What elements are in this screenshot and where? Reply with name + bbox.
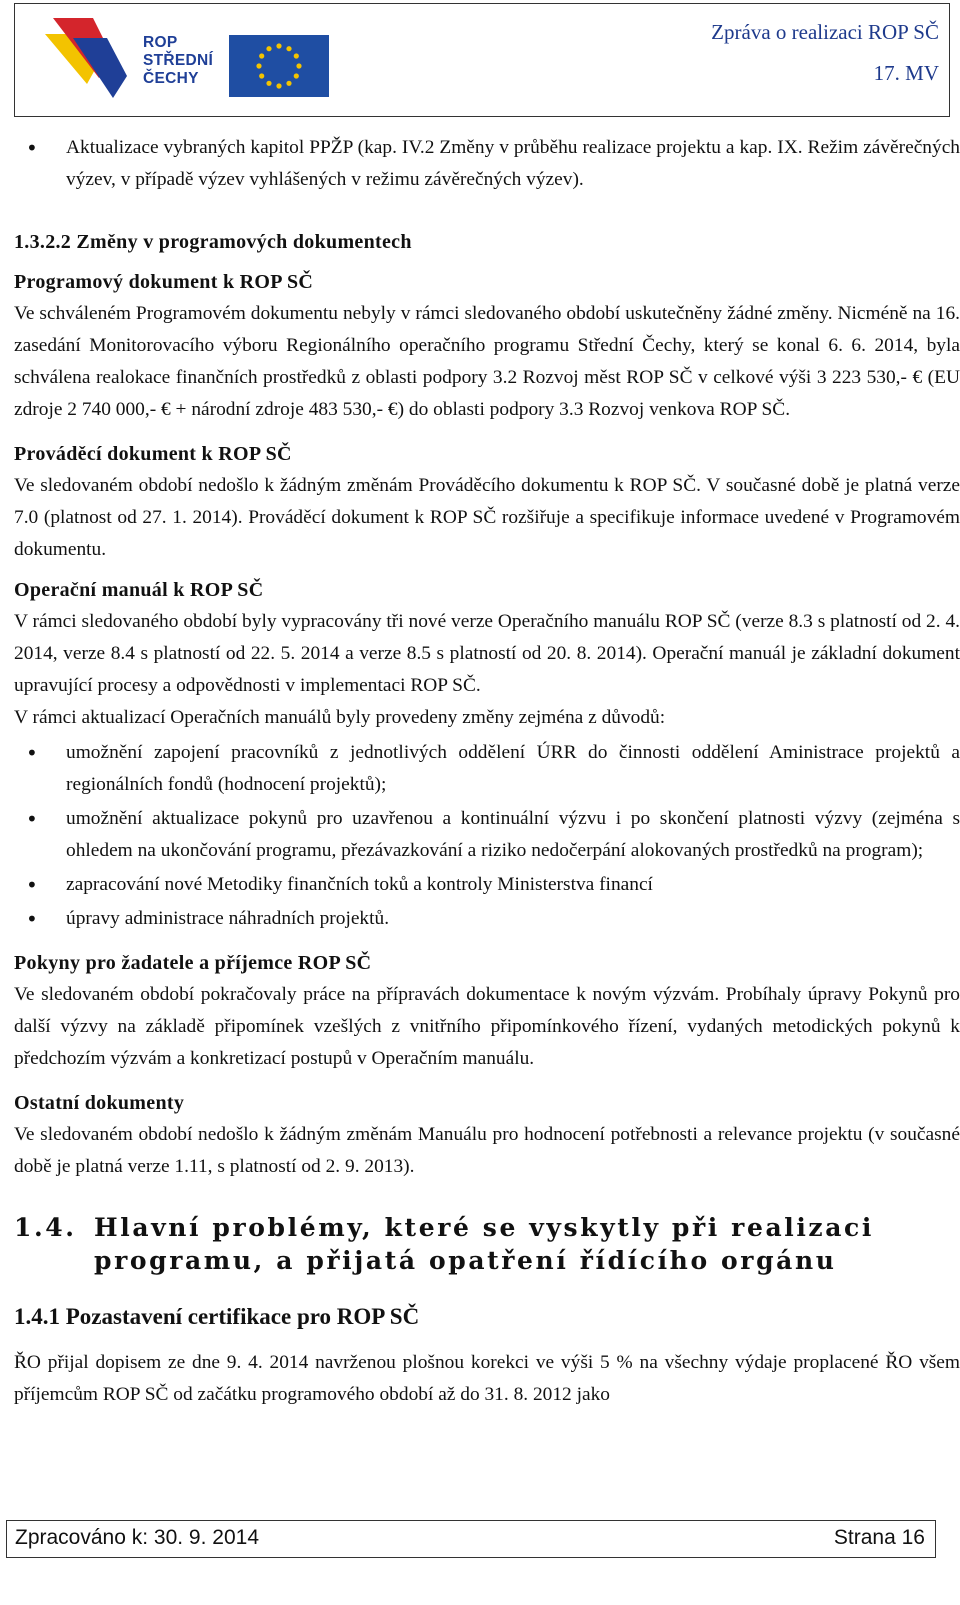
page-number: Strana 16 xyxy=(833,1526,925,1549)
paragraph-op-manual-lead: V rámci aktualizací Operačních manuálů byly provedeny změny zejména z důvodů: xyxy=(14,707,666,728)
page-header xyxy=(14,3,950,117)
paragraph-141: ŘO přijal dopisem ze dne 9. 4. 2014 navrženou plošnou korekci ve výši 5 % na všechny výdaje proplacené ŘO všem příjemcům ROP SČ od začátku programového období až do 31. 8. 2012 jako xyxy=(14,1352,960,1405)
logo-chevron-icon xyxy=(43,14,133,102)
section-title: Hlavní problémy, které se vyskytly při realizaci programu, a přijatá opatření řídícího orgánu xyxy=(94,1213,874,1275)
section-heading-1322: 1.3.2.2 Změny v programových dokumentech xyxy=(14,231,412,253)
list-item: • zapracování nové Metodiky finančních toků a kontroly Ministerstva financí xyxy=(14,869,960,901)
subheading-impl-doc: Prováděcí dokument k ROP SČ xyxy=(14,443,292,465)
list-item: • úpravy administrace náhradních projektů. xyxy=(14,903,960,935)
logo-text: ROP STŘEDNÍ ČECHY xyxy=(143,34,214,87)
list-item: • umožnění zapojení pracovníků z jednotlivých oddělení ÚRR do činnosti oddělení Aministrace projektů a regionálních fondů (hodnocení projektů); xyxy=(14,737,960,801)
subheading-other-docs: Ostatní dokumenty xyxy=(14,1092,185,1114)
header-title: Zpráva o realizaci ROP SČ xyxy=(711,20,939,44)
page-footer xyxy=(6,1520,936,1558)
subheading-prog-doc: Programový dokument k ROP SČ xyxy=(14,271,314,293)
paragraph-op-manual: V rámci sledovaného období byly vypracovány tři nové verze Operačního manuálu ROP SČ (verze 8.3 s platností od 2. 4. 2014, verze 8.4 s platností od 22. 5. 2014 a verze 8.5 s platností od 20. 8. 2014). Operační manuál je základní dokument upravující procesy a odpovědnosti v implementaci ROP SČ. xyxy=(14,611,960,696)
document-body xyxy=(14,132,960,1411)
paragraph-impl-doc: Ve sledovaném období nedošlo k žádným změnám Prováděcího dokumentu k ROP SČ. V současné době je platná verze 7.0 (platnost od 27. 1. 2014). Prováděcí dokument k ROP SČ rozšiřuje a specifikuje informace uvedené v Programovém dokumentu. xyxy=(14,475,960,560)
subheading-guidelines: Pokyny pro žadatele a příjemce ROP SČ xyxy=(14,952,372,974)
paragraph-guidelines: Ve sledovaném období pokračovaly práce na přípravách dokumentace k novým výzvám. Probíhaly úpravy Pokynů pro další výzvy na základě připomínek vzešlých z vnitřního připomínkového řízení, vydaných metodických pokynů k předchozím výzvám a konkretizací postupů v Operačním manuálu. xyxy=(14,984,960,1069)
processed-date: Zpracováno k: 30. 9. 2014 xyxy=(15,1526,259,1549)
intro-bullet-list xyxy=(14,132,960,196)
list-item: • Aktualizace vybraných kapitol PPŽP (kap. IV.2 Změny v průběhu realizace projektu a kap. IX. Režim závěrečných výzev, v případě výzev vyhlášených v režimu závěrečných výzev). xyxy=(14,132,960,196)
paragraph-prog-doc: Ve schváleném Programovém dokumentu nebyly v rámci sledovaného období uskutečněny žádné změny. Nicméně na 16. zasedání Monitorovacího výboru Regionálního operačního programu Střední Čechy, který se konal 6. 6. 2014, byla schválena realokace finančních prostředků z oblasti podpory 3.2 Rozvoj měst ROP SČ v celkové výši 3 223 530,- € (EU zdroje 2 740 000,- € + národní zdroje 483 530,- €) do oblasti podpory 3.3 Rozvoj venkova ROP SČ. xyxy=(14,303,960,420)
section-heading-14 xyxy=(14,1211,960,1277)
list-item: • umožnění aktualizace pokynů pro uzavřenou a kontinuální výzvu i po skončení platnosti výzvy (zejména s ohledem na ukončování programu, přezávazkování a riziko nedočerpání alokovaných prostředků na program); xyxy=(14,803,960,867)
subheading-op-manual: Operační manuál k ROP SČ xyxy=(14,579,264,601)
eu-flag-icon xyxy=(229,35,329,97)
paragraph-other-docs: Ve sledovaném období nedošlo k žádným změnám Manuálu pro hodnocení potřebnosti a relevance projektu (v současné době je platná verze 1.11, s platností od 2. 9. 2013). xyxy=(14,1124,960,1177)
section-number: 1.4. xyxy=(14,1213,77,1242)
op-manual-bullet-list xyxy=(14,737,960,935)
header-subtitle: 17. MV xyxy=(873,61,939,85)
subsection-heading-141: 1.4.1 Pozastavení certifikace pro ROP SČ xyxy=(14,1304,420,1329)
rop-logo xyxy=(43,14,301,102)
